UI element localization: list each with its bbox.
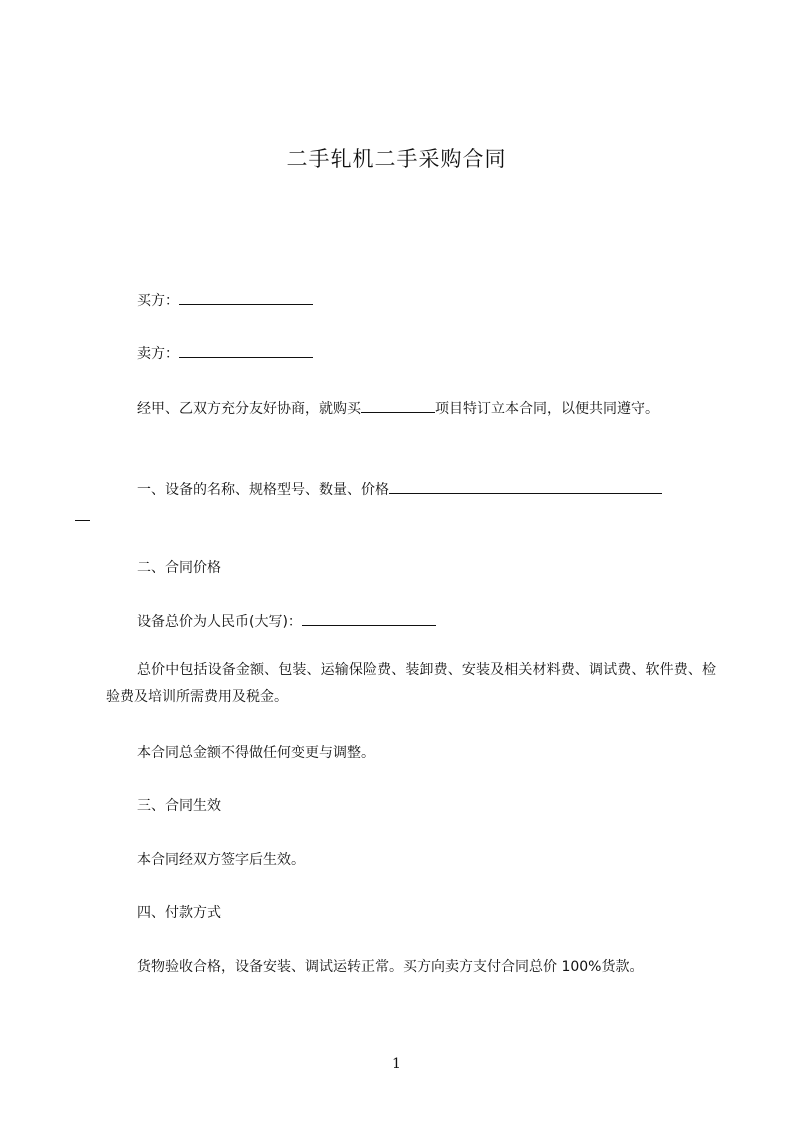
effective-text: 本合同经双方签字后生效。 (137, 852, 305, 868)
section2-heading: 二、合同价格 (137, 560, 221, 576)
equipment-blank-continued (75, 506, 90, 521)
payment-text: 货物验收合格，设备安装、调试运转正常。买方向卖方支付合同总价 100%货款。 (137, 959, 644, 975)
section1-heading: 一、设备的名称、规格型号、数量、价格 (137, 482, 389, 498)
section3-heading: 三、合同生效 (137, 798, 221, 814)
section4-heading: 四、付款方式 (137, 905, 221, 921)
buyer-line (137, 290, 313, 311)
intro-paragraph (106, 396, 716, 423)
total-price-line (137, 611, 436, 632)
seller-blank (179, 343, 313, 358)
equipment-blank (389, 479, 662, 494)
seller-line (137, 343, 313, 364)
intro-text-before: 经甲、乙双方充分友好协商，就购买 (137, 401, 361, 417)
project-blank (361, 398, 435, 413)
buyer-blank (179, 290, 313, 305)
price-includes-paragraph: 总价中包括设备金额、包装、运输保险费、装卸费、安装及相关材料费、调试费、软件费、检验费及培训所需费用及税金。 (106, 662, 716, 705)
intro-text-after: 项目特订立本合同，以便共同遵守。 (435, 401, 659, 417)
section1-paragraph (106, 477, 716, 531)
seller-label: 卖方： (137, 346, 179, 362)
buyer-label: 买方： (137, 293, 179, 309)
total-price-label: 设备总价为人民币(大写)： (137, 614, 302, 630)
document-title: 二手轧机二手采购合同 (286, 147, 507, 171)
no-change-text: 本合同总金额不得做任何变更与调整。 (137, 745, 375, 761)
page-number: 1 (392, 1056, 401, 1072)
total-price-blank (302, 611, 436, 626)
